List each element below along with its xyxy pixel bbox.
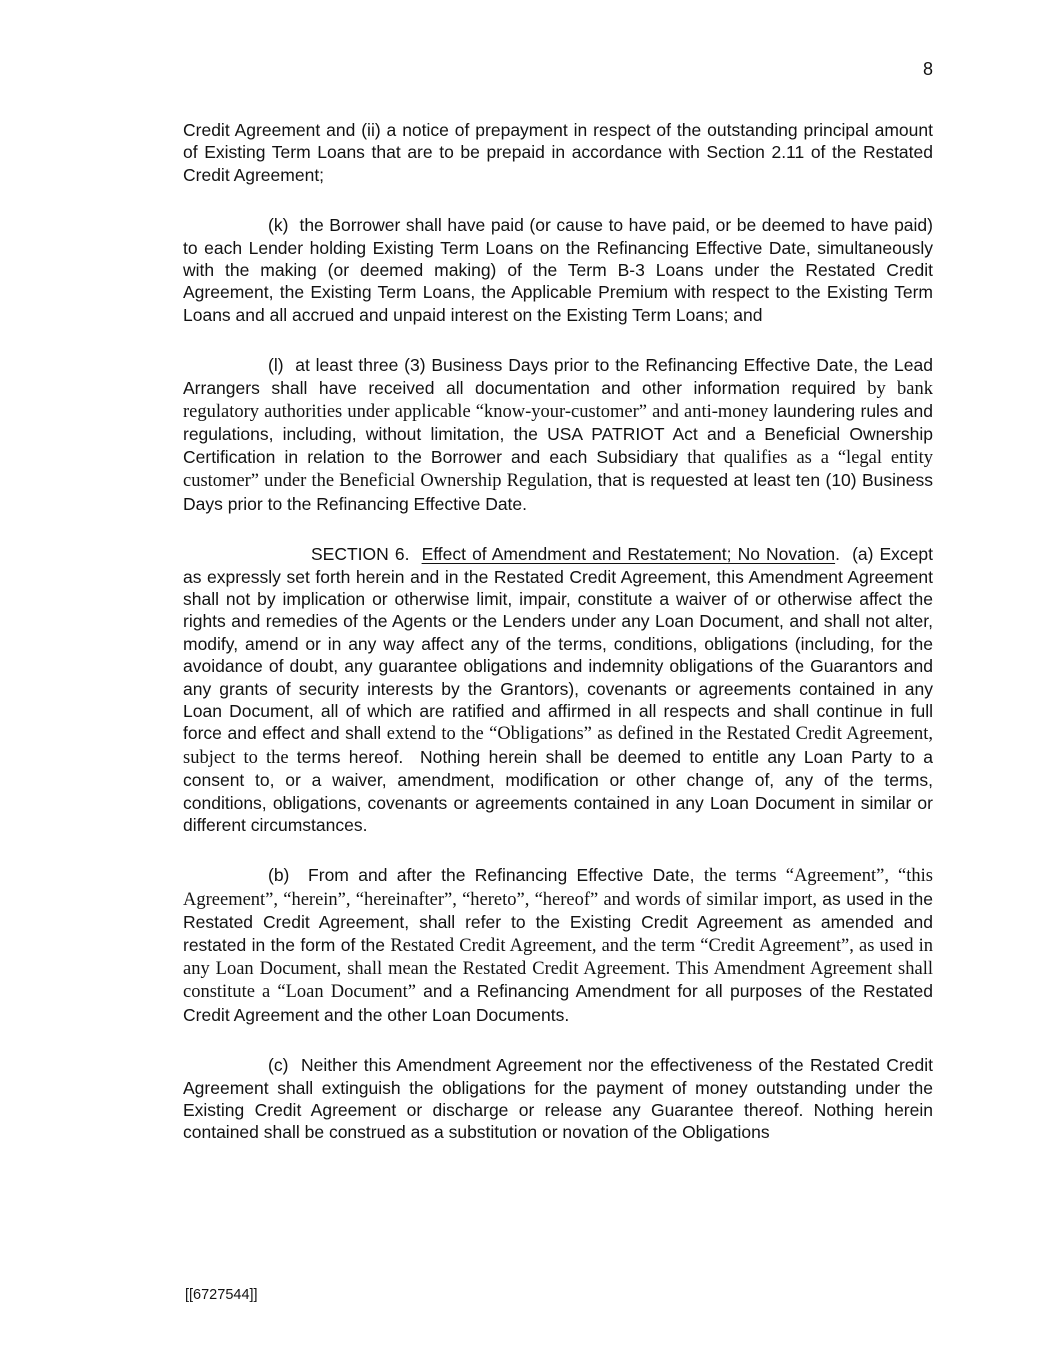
text-segment: Credit Agreement and (ii) a notice of prepayment in respect of the outstanding principal amount of Existing Term Loans that are to be prepaid in accordance with Section 2.11 of the Restated Credit Agreement;	[183, 120, 933, 185]
text-segment: that is requested at least ten (10) Business Days prior to the Refinancing Effective Date.	[183, 470, 934, 514]
text-segment: (c) Neither this Amendment Agreement nor the effectiveness of the Restated Credit Agreement shall extinguish the obligations for the payment of money outstanding under the Existing Credit Agreement or discharge or release any Guarantee thereof. Nothing herein contained shall be construed as a substitution or novation of the Obligations	[183, 1055, 933, 1143]
paragraph-k	[183, 214, 933, 326]
text-segment: laundering rules and regulations, including, without limitation, the USA PATRIOT Act and a Beneficial Ownership Certification in relation to the Borrower and each Subsidiary	[183, 401, 934, 467]
section-heading-underlined: Effect of Amendment and Restatement; No Novation	[421, 544, 836, 565]
text-segment: the terms “Agreement”, “this Agreement”, “herein”, “hereinafter”, “hereto”, “hereof” and words of similar import,	[183, 866, 933, 910]
text-segment: (b) From and after the Refinancing Effective Date,	[268, 865, 704, 886]
paragraph-l	[183, 354, 933, 515]
text-segment: and a Refinancing Amendment for all purposes of the Restated Credit Agreement and the other Loan Documents.	[183, 981, 934, 1025]
text-segment: Restated Credit Agreement, and the term “Credit Agreement”, as used in any Loan Document, shall mean the Restated Credit Agreement. This Amendment Agreement shall constitute a “Loan Document”	[183, 935, 934, 1003]
text-segment: . (a) Except as expressly set forth herein and in the Restated Credit Agreement, this Amendment Agreement shall not by implication or otherwise limit, impair, constitute a waiver of or otherwise affect the rights and remedies of the Agents or the Lenders under any Loan Document, and shall not alter, modify, amend or in any way affect any of the terms, conditions, obligations (including, for the avoidance of doubt, any guarantee obligations and indemnity obligations of the Guarantors and any grants of security interests by the Grantors), covenants or agreements contained in any Loan Document, all of which are ratified and affirmed in all respects and shall continue in full force and effect and shall	[183, 544, 934, 744]
text-segment: terms hereof. Nothing herein shall be deemed to entitle any Loan Party to a consent to, or a waiver, amendment, modification or other change of, any of the terms, conditions, obligations, covenants or agreements contained in any Loan Document in similar or different circumstances.	[183, 746, 933, 835]
text-segment: that qualifies as a “legal entity customer” under the Beneficial Ownership Regulation,	[183, 447, 934, 492]
text-segment: (k) the Borrower shall have paid (or cause to have paid, or be deemed to have paid) to each Lender holding Existing Term Loans on the Refinancing Effective Date, simultaneously with the making (or deemed making) of the Term B-3 Loans under the Restated Credit Agreement, the Existing Term Loans, the Applicable Premium with respect to the Existing Term Loans and all accrued and unpaid interest on the Existing Term Loans; and	[183, 215, 933, 325]
text-segment: extend to the “Obligations” as defined in the Restated Credit Agreement, subject to the	[183, 724, 933, 768]
text-segment: (l) at least three (3) Business Days prior to the Refinancing Effective Date, the Lead Arrangers shall have received all documentation and other information required	[183, 355, 933, 398]
text-segment: SECTION 6.	[311, 544, 422, 565]
footer-doc-id: [[6727544]]	[185, 1287, 258, 1303]
paragraph-c	[183, 1054, 933, 1144]
paragraph-b	[183, 864, 933, 1026]
text-segment: by bank regulatory authorities under applicable “know-your-customer” and anti-money	[183, 378, 933, 423]
document-body	[183, 119, 933, 1172]
paragraph-continuation	[183, 119, 933, 186]
paragraph-section-6	[183, 543, 933, 836]
page-number: 8	[922, 59, 933, 79]
text-segment: as used in the Restated Credit Agreement, shall refer to the Existing Credit Agreement as amended and restated in the form of the	[183, 888, 933, 955]
